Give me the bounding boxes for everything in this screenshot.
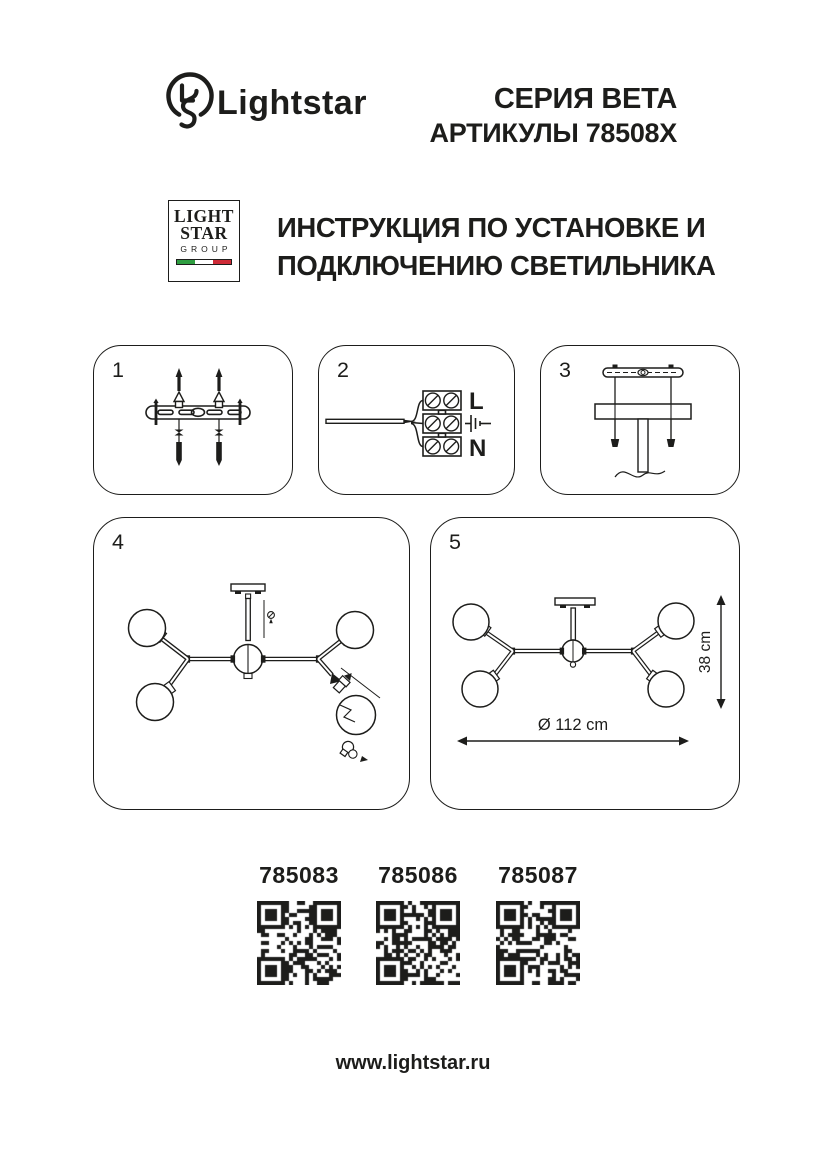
diameter-dimension <box>457 716 689 746</box>
stem-rod <box>246 599 250 641</box>
canopy-plate <box>595 404 691 419</box>
terminal-blocks <box>423 391 461 456</box>
group-logo-star: STAR <box>180 222 228 243</box>
lightstar-group-logo <box>168 200 240 282</box>
diagram-terminal-wiring <box>319 346 516 496</box>
step-box-2 <box>318 345 515 495</box>
wires <box>411 401 423 447</box>
wall-anchors <box>175 430 224 467</box>
group-logo-group: GROUP <box>180 244 232 254</box>
italian-flag-icon <box>176 259 232 265</box>
diagram-dimensions <box>431 518 741 811</box>
step-box-1 <box>93 345 293 495</box>
label-live: L <box>469 388 484 415</box>
articles-title: АРТИКУЛЫ 78508X <box>429 118 677 148</box>
diameter-label: Ø 112 cm <box>537 716 609 734</box>
lightstar-bulb-icon <box>163 70 219 138</box>
product-785087 <box>483 862 593 985</box>
bulb-detail <box>338 739 361 762</box>
earth-icon <box>465 415 491 432</box>
detail-globe <box>337 696 376 735</box>
product-code: 785086 <box>378 862 458 888</box>
product-code: 785083 <box>259 862 339 888</box>
step-box-4 <box>93 517 410 810</box>
height-label: 38 cm <box>697 630 714 674</box>
supply-cable <box>326 419 404 423</box>
group-logo-light: LIGHT <box>174 206 234 226</box>
step-box-3 <box>540 345 740 495</box>
series-title: СЕРИЯ BETA <box>493 83 677 115</box>
step-number-5: 5 <box>449 530 461 554</box>
series-header <box>430 82 677 150</box>
height-dimension <box>697 595 726 709</box>
brand-wordmark: Lightstar <box>217 84 367 122</box>
anchor-lines <box>179 419 219 442</box>
qr-code <box>496 901 580 985</box>
up-arrows <box>174 392 224 408</box>
screw-icon <box>268 612 275 624</box>
page-title-line2: ПОДКЛЮЧЕНИЮ СВЕТИЛЬНИКА <box>277 250 716 281</box>
step-number-2: 2 <box>337 358 349 382</box>
qr-code <box>376 901 460 985</box>
page-title-line1: ИНСТРУКЦИЯ ПО УСТАНОВКЕ И <box>277 212 706 243</box>
website-url: www.lightstar.ru <box>335 1052 491 1074</box>
diagram-canopy-fixing <box>541 346 741 496</box>
product-785086 <box>363 862 473 985</box>
label-neutral: N <box>469 435 487 462</box>
product-code: 785087 <box>498 862 578 888</box>
diagram-mounting-bracket <box>94 346 294 496</box>
step-number-4: 4 <box>112 530 124 554</box>
stem-rod <box>638 419 648 472</box>
qr-code <box>257 901 341 985</box>
bulb-arrow <box>360 756 368 762</box>
step-box-5 <box>430 517 740 810</box>
step-number-3: 3 <box>559 358 571 382</box>
end-pins <box>153 399 242 426</box>
ceiling-screws <box>176 368 223 391</box>
page-title <box>277 209 716 285</box>
step-number-1: 1 <box>112 358 124 382</box>
product-785083 <box>244 862 354 985</box>
diagram-chandelier-assembly <box>94 518 411 811</box>
